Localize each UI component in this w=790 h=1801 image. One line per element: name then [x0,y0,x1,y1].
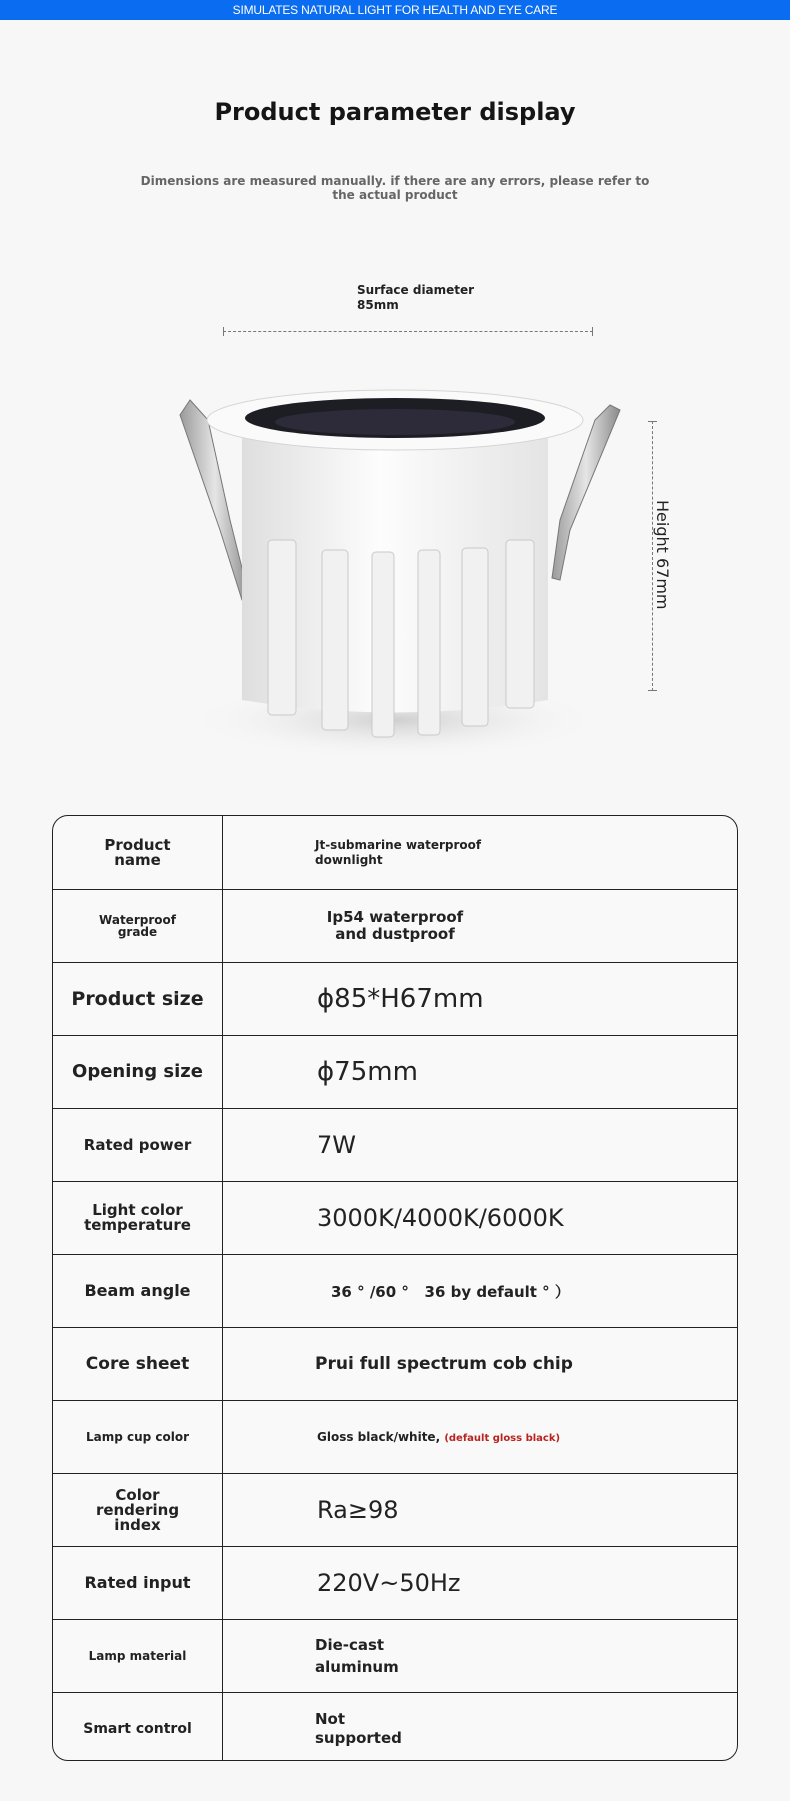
spec-value: Jt-submarine waterproof downlight [315,837,482,867]
spec-value: Die-cast aluminum [315,1636,399,1676]
spec-value: Prui full spectrum cob chip [315,1354,573,1374]
spec-table [52,815,738,1761]
spec-value-cell [223,1182,738,1254]
top-banner [0,0,790,20]
spec-value-cell [223,1255,738,1327]
spec-label: Lamp cup color [53,1401,223,1473]
downlight-product-image [150,380,640,800]
diameter-dimension-line [223,331,593,332]
spec-value-cell [223,890,738,962]
spec-value: Ra≥98 [317,1496,399,1524]
spec-label: Waterproof grade [53,890,223,962]
spec-value: ϕ85*H67mm [317,984,484,1014]
spec-label: Core sheet [53,1328,223,1400]
spec-value: 7W [317,1131,356,1159]
spec-label: Opening size [53,1036,223,1108]
height-label: Height 67mm [653,500,672,610]
spec-row-smart-control [53,1692,738,1761]
spec-row-color-rendering-index [53,1473,738,1546]
spec-label: Rated input [53,1547,223,1619]
spec-label: Lamp material [53,1620,223,1692]
spec-row-product-size [53,962,738,1035]
surface-diameter-title: Surface diameter [357,283,475,297]
spec-row-product-name [53,816,738,889]
spec-row-opening-size [53,1035,738,1108]
spec-value-cell [223,1328,738,1400]
spec-row-core-sheet [53,1327,738,1400]
spec-label: Color rendering index [53,1474,223,1546]
spec-value-cell [223,1036,738,1108]
spec-row-rated-input [53,1546,738,1619]
spec-value: ϕ75mm [317,1057,418,1087]
spec-row-rated-power [53,1108,738,1181]
page-subtitle: Dimensions are measured manually. if there are any errors, please refer to the actual product [140,174,650,202]
spec-label: Product size [53,963,223,1035]
spec-value-cell [223,963,738,1035]
spec-value: 36 ° /60 ° 36 by default ° ） [331,1282,570,1301]
spec-value-cell [223,1474,738,1546]
spec-row-beam-angle [53,1254,738,1327]
spec-value-cell [223,816,738,889]
spec-value: 220V~50Hz [317,1569,461,1597]
spec-value-cell [223,1693,738,1761]
spec-value: 3000K/4000K/6000K [317,1204,564,1232]
surface-diameter-label [357,283,474,313]
page-title: Product parameter display [214,98,576,126]
spec-row-light-color-temperature [53,1181,738,1254]
spec-label: Smart control [53,1693,223,1761]
spec-value-cell [223,1401,738,1473]
spec-row-lamp-cup-color [53,1400,738,1473]
spec-label: Beam angle [53,1255,223,1327]
spec-value: Not supported [315,1710,402,1747]
spec-label: Rated power [53,1109,223,1181]
spec-value-cell [223,1547,738,1619]
default-color-note: (default gloss black) [444,1433,561,1444]
spec-value: Ip54 waterproof and dustproof [326,908,464,943]
spec-value-cell [223,1109,738,1181]
spec-value: Gloss black/white, [317,1430,441,1444]
spec-value-cell [223,1620,738,1692]
spec-label: Light color temperature [53,1182,223,1254]
spec-label: Product name [53,816,223,889]
banner-text: SIMULATES NATURAL LIGHT FOR HEALTH AND EYE CARE [232,3,558,17]
surface-diameter-value: 85mm [357,298,399,312]
spec-row-waterproof-grade [53,889,738,962]
spec-value-group [317,1430,560,1444]
spec-row-lamp-material [53,1619,738,1692]
